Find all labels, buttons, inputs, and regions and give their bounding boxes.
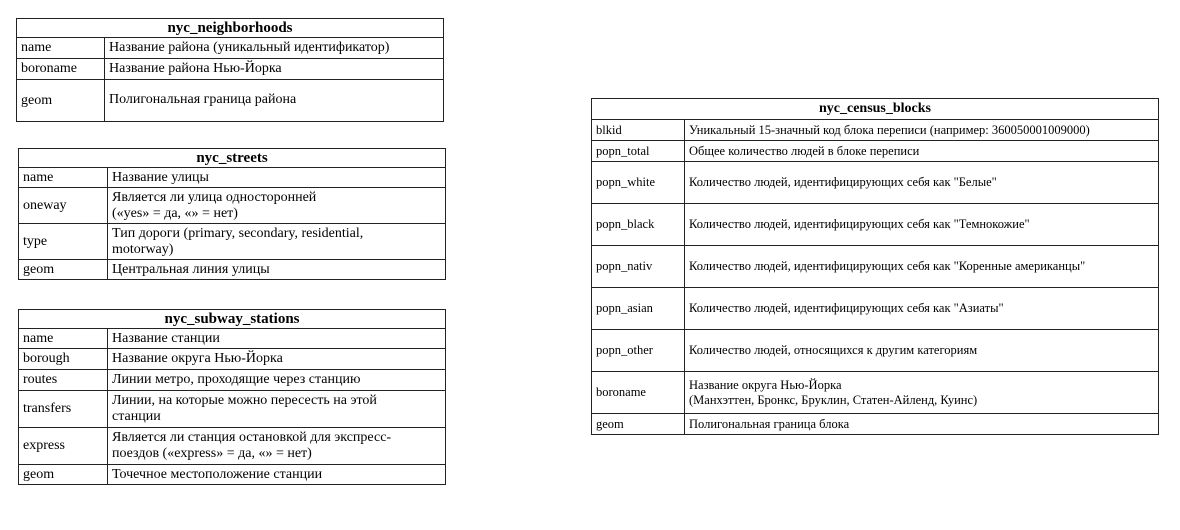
table-row: [592, 246, 1159, 288]
table-row: [17, 59, 444, 80]
field-name: transfers: [19, 391, 108, 428]
field-description: Полигональная граница блока: [685, 414, 1159, 435]
table-row: [19, 428, 446, 465]
field-name: borough: [19, 349, 108, 370]
field-description: Является ли улица односторонней («yes» = да, «» = нет): [108, 188, 446, 224]
field-description: Общее количество людей в блоке переписи: [685, 141, 1159, 162]
table-row: [19, 260, 446, 280]
table-row: [592, 162, 1159, 204]
field-name: boroname: [17, 59, 105, 80]
table-row: [592, 204, 1159, 246]
field-name: type: [19, 224, 108, 260]
field-name: popn_white: [592, 162, 685, 204]
table-nyc-subway-stations: [18, 309, 446, 485]
field-description: Название района (уникальный идентификатор): [105, 38, 444, 59]
table-row: [19, 391, 446, 428]
field-name: routes: [19, 370, 108, 391]
table-row: [592, 120, 1159, 141]
table-row: [19, 370, 446, 391]
table-title: nyc_neighborhoods: [17, 19, 444, 38]
table-title: nyc_subway_stations: [19, 310, 446, 329]
table-row: [19, 349, 446, 370]
field-name: popn_nativ: [592, 246, 685, 288]
table-title: nyc_streets: [19, 149, 446, 168]
field-description: Название района Нью-Йорка: [105, 59, 444, 80]
field-description: Количество людей, идентифицирующих себя как "Коренные американцы": [685, 246, 1159, 288]
field-description: Название станции: [108, 329, 446, 349]
field-description: Количество людей, идентифицирующих себя как "Темнокожие": [685, 204, 1159, 246]
field-description: Является ли станция остановкой для экспресс- поездов («express» = да, «» = нет): [108, 428, 446, 465]
field-name: popn_asian: [592, 288, 685, 330]
field-description: Полигональная граница района: [105, 80, 444, 122]
field-name: oneway: [19, 188, 108, 224]
table-row: [592, 372, 1159, 414]
table-row: [19, 329, 446, 349]
field-description: Название округа Нью-Йорка: [108, 349, 446, 370]
field-description: Количество людей, идентифицирующих себя как "Азиаты": [685, 288, 1159, 330]
field-description: Название округа Нью-Йорка (Манхэттен, Бронкс, Бруклин, Статен-Айленд, Куинс): [685, 372, 1159, 414]
table-row: [592, 288, 1159, 330]
field-name: popn_black: [592, 204, 685, 246]
field-name: geom: [17, 80, 105, 122]
table-row: [19, 188, 446, 224]
field-name: geom: [592, 414, 685, 435]
field-name: name: [17, 38, 105, 59]
field-description: Уникальный 15-значный код блока переписи (например: 360050001009000): [685, 120, 1159, 141]
field-name: geom: [19, 260, 108, 280]
field-description: Центральная линия улицы: [108, 260, 446, 280]
field-description: Название улицы: [108, 168, 446, 188]
field-description: Линии метро, проходящие через станцию: [108, 370, 446, 391]
field-description: Тип дороги (primary, secondary, residential, motorway): [108, 224, 446, 260]
table-row: [19, 465, 446, 485]
field-description: Линии, на которые можно пересесть на этой станции: [108, 391, 446, 428]
table-row: [592, 141, 1159, 162]
table-title: nyc_census_blocks: [592, 99, 1159, 120]
field-name: express: [19, 428, 108, 465]
field-name: boroname: [592, 372, 685, 414]
table-row: [19, 224, 446, 260]
table-row: [592, 330, 1159, 372]
field-name: popn_total: [592, 141, 685, 162]
field-name: name: [19, 168, 108, 188]
table-row: [17, 38, 444, 59]
table-row: [592, 414, 1159, 435]
table-nyc-census-blocks: [591, 98, 1159, 435]
table-nyc-neighborhoods: [16, 18, 444, 122]
table-nyc-streets: [18, 148, 446, 280]
field-description: Количество людей, идентифицирующих себя как "Белые": [685, 162, 1159, 204]
table-row: [17, 80, 444, 122]
table-row: [19, 168, 446, 188]
field-description: Количество людей, относящихся к другим категориям: [685, 330, 1159, 372]
field-name: blkid: [592, 120, 685, 141]
field-name: name: [19, 329, 108, 349]
field-name: popn_other: [592, 330, 685, 372]
field-description: Точечное местоположение станции: [108, 465, 446, 485]
field-name: geom: [19, 465, 108, 485]
